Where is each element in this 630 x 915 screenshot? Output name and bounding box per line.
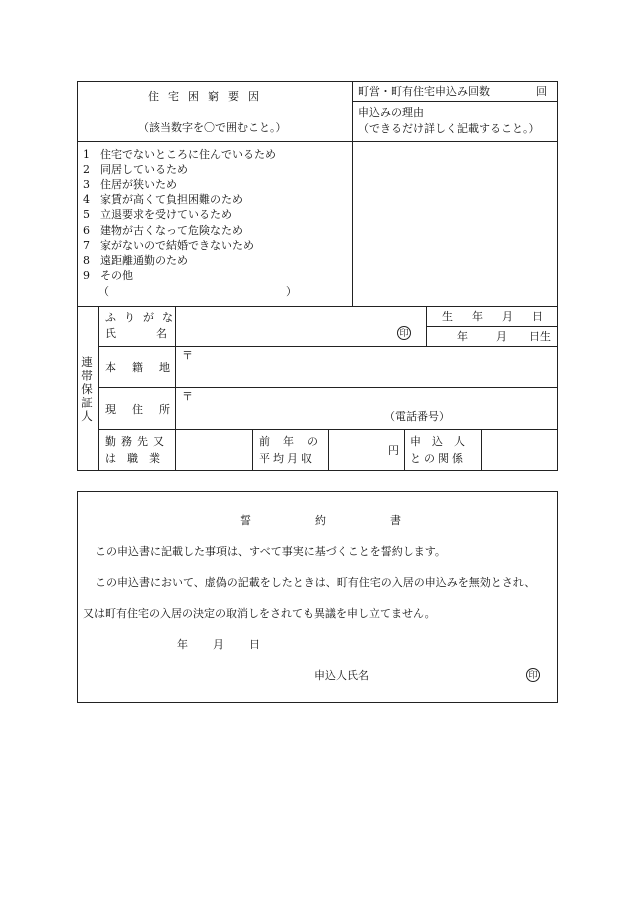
income-input[interactable] [329, 430, 383, 470]
relation-label: 申込人 [410, 435, 476, 448]
guarantor-name-input[interactable] [176, 307, 386, 345]
application-count-unit: 回 [536, 85, 547, 98]
list-item[interactable]: 7 家がないので結婚できないため [83, 239, 254, 252]
guarantor-section-label: 連帯保証人 [80, 356, 94, 424]
applicant-seal-mark: 印 [526, 668, 540, 682]
address-label: 現住所 [105, 403, 186, 416]
birth-year-unit: 年 [457, 330, 468, 343]
list-item[interactable]: 9 その他 [83, 269, 133, 282]
birth-date-label: 生年月日 [442, 310, 562, 323]
hardship-title: 住宅困窮要因 [148, 90, 268, 103]
oath-date-month: 月 [213, 638, 224, 651]
list-item[interactable]: 4 家賃が高くて負担困難のため [83, 193, 243, 206]
workplace-input[interactable] [176, 430, 251, 470]
list-item[interactable]: 3 住居が狭いため [83, 178, 177, 191]
income-label: 前年の [259, 435, 331, 448]
list-item[interactable]: 1 住宅でないところに住んでいるため [83, 148, 276, 161]
divider [252, 429, 253, 471]
oath-line-3: 又は町有住宅の入居の決定の取消しをされても異議を申し立てません。 [83, 607, 436, 620]
application-count-label: 町営・町有住宅申込み回数 [358, 85, 490, 98]
reason-note: （できるだけ詳しく記載すること。） [358, 122, 540, 135]
relation-input[interactable] [482, 430, 557, 470]
other-paren-close: ） [286, 285, 297, 298]
divider [352, 101, 558, 102]
applicant-name-label: 申込人氏名 [314, 669, 369, 682]
list-item[interactable]: 5 立退要求を受けているため [83, 208, 232, 221]
relation-label-2: との関係 [410, 452, 466, 465]
oath-date-day: 日 [249, 638, 260, 651]
income-label-2: 平均月収 [259, 452, 315, 465]
address-postal-mark: 〒 [182, 390, 193, 403]
divider [98, 306, 99, 471]
reason-textarea[interactable] [353, 142, 557, 305]
furigana-label: ふりがな [105, 311, 181, 324]
list-item[interactable]: 8 遠距離通勤のため [83, 254, 188, 267]
birth-month-unit: 月 [496, 330, 507, 343]
divider [426, 326, 558, 327]
birth-day-unit: 日生 [529, 330, 551, 343]
applicant-name-input[interactable] [378, 664, 518, 684]
oath-date-year: 年 [177, 638, 188, 651]
workplace-label: 勤務先又 [105, 435, 169, 448]
list-item[interactable]: 2 同居しているため [83, 163, 188, 176]
domicile-input[interactable] [176, 347, 557, 386]
workplace-label-2: は職業 [105, 452, 171, 465]
guarantor-seal-mark: 印 [397, 326, 411, 340]
domicile-postal-mark: 〒 [182, 349, 193, 362]
reason-label: 申込みの理由 [358, 106, 424, 119]
divider [404, 429, 405, 471]
income-unit: 円 [388, 444, 399, 457]
address-input[interactable] [196, 388, 376, 428]
application-count-field[interactable] [505, 82, 533, 100]
domicile-label: 本籍地 [105, 361, 186, 374]
name-label: 氏名 [105, 327, 207, 340]
oath-line-2: この申込書において、虚偽の記載をしたときは、町有住宅の入居の申込みを無効とされ、 [95, 576, 536, 589]
phone-label: （電話番号） [384, 410, 450, 423]
oath-title: 誓約書 [240, 514, 465, 527]
other-paren-open: （ [98, 285, 109, 298]
hardship-instruction: （該当数字を〇で囲むこと。） [138, 121, 287, 134]
oath-line-1: この申込書に記載した事項は、すべて事実に基づくことを誓約します。 [95, 545, 446, 558]
list-item[interactable]: 6 建物が古くなって危険なため [83, 224, 243, 237]
divider [426, 306, 427, 346]
